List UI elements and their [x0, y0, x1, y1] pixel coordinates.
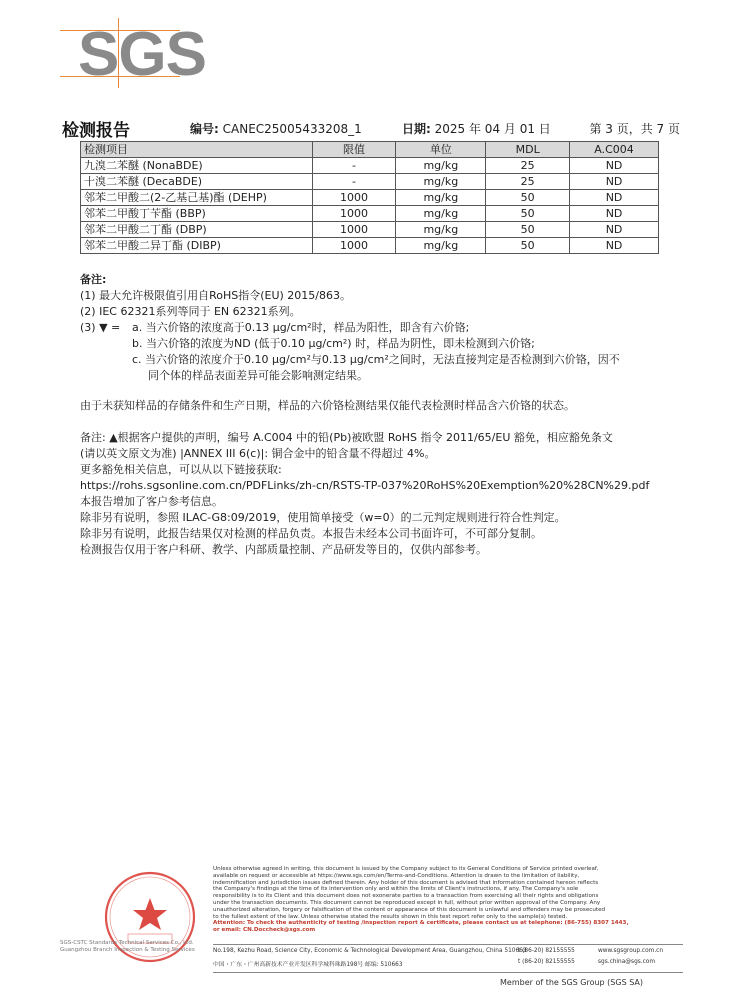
cell-limit: - — [312, 158, 396, 174]
cell-limit: 1000 — [312, 222, 396, 238]
cell-mdl: 50 — [486, 190, 570, 206]
cell-unit: mg/kg — [396, 158, 486, 174]
remark-line-7: 除非另有说明，此报告结果仅对检测的样品负责。本报告未经本公司书面许可，不可部分复制。 — [80, 527, 542, 540]
address-chinese: 中国・广东・广州高新技术产业开发区科学城科珠路198号 邮编: 510663 — [213, 962, 403, 968]
member-of-sgs-group: Member of the SGS Group (SGS SA) — [500, 978, 644, 987]
email[interactable]: sgs.china@sgs.com — [598, 959, 656, 965]
left-company-line-1: SGS-CSTC Standards Technical Services Co., Ltd. — [60, 940, 194, 946]
cell-unit: mg/kg — [396, 174, 486, 190]
table-row — [81, 206, 659, 222]
cell-limit: 1000 — [312, 206, 396, 222]
table-row — [81, 238, 659, 254]
cell-item: 邻苯二甲酸二(2-乙基己基)酯 (DEHP) — [81, 190, 313, 206]
cell-mdl: 25 — [486, 158, 570, 174]
footer-disclaimer — [213, 866, 683, 934]
remark-line-6: 除非另有说明，参照 ILAC-G8:09/2019，使用简单接受（w=0）的二元判定规则进行符合性判定。 — [80, 511, 566, 524]
remark-line-8: 检测报告仅用于客户科研、教学、内部质量控制、产品研发等目的，仅供内部参考。 — [80, 543, 487, 556]
disclaimer-line: to the fullest extent of the law. Unless otherwise stated the results shown in this test report refer only to the sample(s) tested. — [213, 913, 568, 920]
report-date-value: 2025 年 04 月 01 日 — [434, 122, 551, 136]
disclaimer-line: available on request or accessible at https://www.sgs.com/en/Terms-and-Conditions. Attention is drawn to the limitation of liability, — [213, 872, 580, 879]
note-3c-continued: 同个体的样品表面差异可能会影响测定结果。 — [148, 369, 368, 382]
page-number: 第 3 页，共 7 页 — [589, 122, 680, 136]
cell-unit: mg/kg — [396, 222, 486, 238]
note-3b: b. 当六价铬的浓度为ND (低于0.10 μg/cm²) 时，样品为阴性，即未检测到六价铬; — [132, 337, 535, 350]
website[interactable]: www.sgsgroup.com.cn — [598, 948, 664, 954]
logo-text: SGS — [78, 20, 206, 89]
hexavalent-chromium-statement: 由于未获知样品的存储条件和生产日期，样品的六价铬检测结果仅能代表检测时样品含六价铬的状态。 — [80, 399, 575, 412]
cell-result: ND — [570, 206, 659, 222]
table-row — [81, 222, 659, 238]
exemption-link[interactable]: https://rohs.sgsonline.com.cn/PDFLinks/zh-cn/RSTS-TP-037%20RoHS%20Exemption%20%28CN%29.pdf — [80, 479, 650, 492]
disclaimer-line: indemnification and jurisdiction issues defined therein. Any holder of this document is advised that information contained hereon reflects — [213, 879, 599, 886]
disclaimer-line: under the transaction documents. This document cannot be reproduced except in full, without prior written approval of the Company. Any — [213, 899, 601, 906]
header-mdl: MDL — [486, 142, 570, 158]
remark-line-3: 更多豁免相关信息，可以从以下链接获取: — [80, 463, 282, 476]
report-date — [402, 120, 551, 137]
cell-limit: - — [312, 174, 396, 190]
cell-limit: 1000 — [312, 238, 396, 254]
cell-mdl: 50 — [486, 206, 570, 222]
header-unit: 单位 — [396, 142, 486, 158]
company-seal — [90, 862, 210, 972]
report-header — [62, 116, 680, 140]
cell-mdl: 50 — [486, 238, 570, 254]
header-sample: A.C004 — [570, 142, 659, 158]
cell-unit: mg/kg — [396, 238, 486, 254]
cell-item: 九溴二苯醚 (NonaBDE) — [81, 158, 313, 174]
disclaimer-line: unauthorized alteration, forgery or falsification of the content or appearance of this document is unlawful and offenders may be prosecuted — [213, 906, 606, 913]
remark-line-5: 本报告增加了客户参考信息。 — [80, 495, 223, 508]
table-header-row — [81, 142, 659, 158]
table-row — [81, 174, 659, 190]
note-3 — [80, 320, 680, 336]
note-2: (2) IEC 62321系列等同于 EN 62321系列。 — [80, 305, 301, 318]
remarks-section — [80, 430, 680, 558]
left-company-text — [60, 940, 195, 954]
cell-unit: mg/kg — [396, 206, 486, 222]
result-table — [80, 141, 659, 254]
cell-result: ND — [570, 158, 659, 174]
footer-divider-2 — [213, 972, 683, 973]
footer-divider — [213, 944, 683, 945]
phone-chinese: t (86-20) 82155555 — [518, 959, 575, 965]
report-title: 检测报告 — [62, 121, 130, 141]
remark-line-1: 备注: ▲根据客户提供的声明，编号 A.C004 中的铅(Pb)被欧盟 RoHS 指令 2011/65/EU 豁免，相应豁免条文 — [80, 431, 613, 444]
cell-result: ND — [570, 222, 659, 238]
disclaimer-line: Unless otherwise agreed in writing, this document is issued by the Company subject to its General Conditions of Service printed overleaf, — [213, 866, 599, 872]
phone-english: t (86-20) 82155555 — [518, 948, 575, 954]
header-item: 检测项目 — [81, 142, 313, 158]
table-row — [81, 158, 659, 174]
note-3-prefix: (3) ▼ = — [80, 321, 121, 334]
notes-section — [80, 272, 680, 384]
note-1: (1) 最大允许极限值引用自RoHS指令(EU) 2015/863。 — [80, 289, 351, 302]
cell-item: 邻苯二甲酸丁苄酯 (BBP) — [81, 206, 313, 222]
cell-result: ND — [570, 238, 659, 254]
cell-mdl: 25 — [486, 174, 570, 190]
disclaimer-line: or email: CN.Doccheck@sgs.com — [213, 927, 316, 934]
cell-result: ND — [570, 174, 659, 190]
table-row — [81, 190, 659, 206]
cell-item: 十溴二苯醚 (DecaBDE) — [81, 174, 313, 190]
remark-line-2: (请以英文原文为准) |ANNEX III 6(c)|: 铜合金中的铅含量不得超过 4%。 — [80, 447, 436, 460]
address-english: No.198, Kezhu Road, Science City, Economic & Technological Development Area, Guangzhou, China 510663 — [213, 948, 527, 954]
cell-item: 邻苯二甲酸二丁酯 (DBP) — [81, 222, 313, 238]
note-3c: c. 当六价铬的浓度介于0.10 μg/cm²与0.13 μg/cm²之间时，无法直接判定是否检测到六价铬，因不 — [132, 353, 620, 366]
cell-mdl: 50 — [486, 222, 570, 238]
disclaimer-line: the Company's findings at the time of its intervention only and within the limits of Client's instructions, if any. The Company's sole — [213, 886, 579, 893]
left-company-line-2: Guangzhou Branch Inspection & Testing Services — [60, 947, 195, 953]
cell-limit: 1000 — [312, 190, 396, 206]
disclaimer-line: Attention: To check the authenticity of testing /inspection report & certificate, please contact us at telephone: (86-755) 8307 1443, — [213, 920, 629, 927]
notes-title: 备注: — [80, 273, 107, 286]
report-number-label: 编号: — [190, 122, 219, 136]
cell-result: ND — [570, 190, 659, 206]
sgs-logo — [60, 18, 206, 89]
footer-address — [213, 946, 683, 970]
disclaimer-line: responsibility is to its Client and this document does not exonerate parties to a transaction from exercising all their rights and obligations — [213, 893, 599, 900]
header-limit: 限值 — [312, 142, 396, 158]
note-3a: a. 当六价铬的浓度高于0.13 μg/cm²时，样品为阳性，即含有六价铬; — [132, 321, 470, 334]
cell-item: 邻苯二甲酸二异丁酯 (DIBP) — [81, 238, 313, 254]
report-date-label: 日期: — [402, 122, 431, 136]
report-number-value: CANEC25005433208_1 — [222, 122, 362, 136]
cell-unit: mg/kg — [396, 190, 486, 206]
report-number — [190, 120, 362, 137]
